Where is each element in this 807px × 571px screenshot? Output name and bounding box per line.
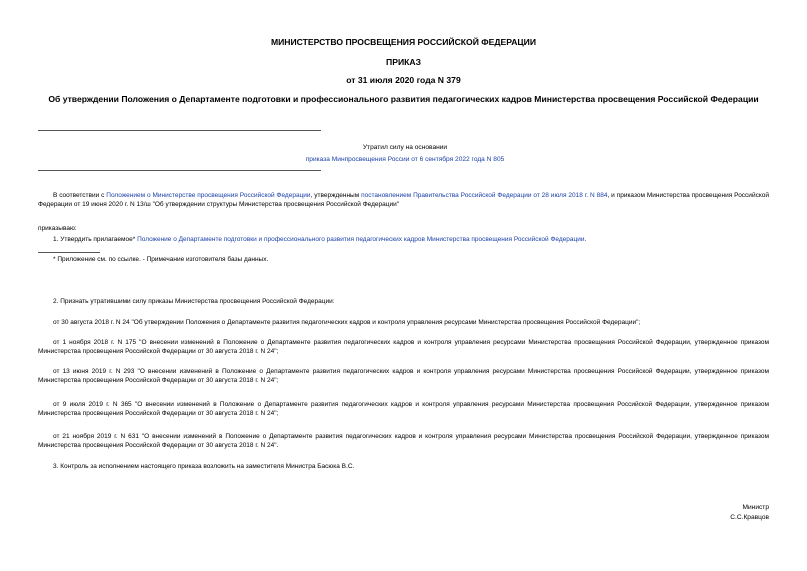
status-note <box>240 142 570 166</box>
preamble-text-2: , утвержденным <box>310 192 362 199</box>
order-word: приказываю: <box>38 225 77 232</box>
ministry-regulation-link[interactable]: Положением о Министерстве просвещения Российской Федерации <box>106 192 311 199</box>
footnote-divider <box>38 252 100 253</box>
document-title: Об утверждении Положения о Департаменте подготовки и профессионального развития педагогических кадров Министерства просвещения Российской Федерации <box>48 94 759 104</box>
government-decree-link[interactable]: постановлением Правительства Российской Федерации от 28 июля 2018 г. N 884 <box>361 192 608 199</box>
item-2: 2. Признать утратившими силу приказы Министерства просвещения Российской Федерации: <box>53 298 335 305</box>
divider-bottom <box>38 170 321 171</box>
repealed-order-2: от 1 ноября 2018 г. N 175 "О внесении изменений в Положение о Департаменте развития педагогических кадров и контроля управления ресурсами Министерства просвещения Российской Федерации, утвержденное приказом Министерства просвещения Российской Федерации от 30 августа 2018 г. N 24"; <box>38 339 769 356</box>
repealed-order-5: от 21 ноября 2019 г. N 631 "О внесении изменений в Положение о Департаменте развития педагогических кадров и контроля управления ресурсами Министерства просвещения Российской Федерации, утвержденное приказом Министерства просвещения Российской Федерации от 30 августа 2018 г. N 24". <box>38 433 769 450</box>
preamble-paragraph <box>38 191 769 210</box>
status-text: Утратил силу на основании <box>362 144 448 151</box>
repeal-order-link[interactable]: приказа Минпросвещения России от 6 сентября 2022 года N 805 <box>305 156 505 163</box>
signatory-name: С.С.Кравцов <box>730 514 769 521</box>
preamble-text-1: В соответствии с <box>53 192 107 199</box>
footnote: * Приложение см. по ссылке. - Примечание изготовителя базы данных. <box>53 256 269 263</box>
repealed-order-3: от 13 июня 2019 г. N 293 "О внесении изменений в Положение о Департаменте развития педагогических кадров и контроля управления ресурсами Министерства просвещения Российской Федерации, утвержденное приказом Министерства просвещения Российской Федерации от 30 августа 2018 г. N 24"; <box>38 368 769 385</box>
item-1-end: . <box>584 236 587 243</box>
document-type: ПРИКАЗ <box>386 57 421 67</box>
item-1 <box>38 235 769 244</box>
document-date-number: от 31 июля 2020 года N 379 <box>346 75 461 85</box>
repealed-order-1: от 30 августа 2018 г. N 24 "Об утверждении Положения о Департаменте развития педагогических кадров и контроля управления ресурсами Министерства просвещения Российской Федерации"; <box>53 319 641 326</box>
item-1-text: 1. Утвердить прилагаемое* <box>53 236 138 243</box>
item-3: 3. Контроль за исполнением настоящего приказа возложить на заместителя Министра Басюка В.С. <box>53 463 355 470</box>
signature-block <box>730 503 769 523</box>
ministry-name: МИНИСТЕРСТВО ПРОСВЕЩЕНИЯ РОССИЙСКОЙ ФЕДЕРАЦИИ <box>270 37 537 47</box>
preamble-text-3: , и приказом Министерства просвещения Российской Федерации от 19 июня 2020 г. N 13/ш "Об утверждении структуры Министерства просвещения Российской Федерации" <box>38 192 769 209</box>
repealed-order-4: от 9 июля 2019 г. N 365 "О внесении изменений в Положение о Департаменте развития педагогических кадров и контроля управления ресурсами Министерства просвещения Российской Федерации, утвержденное приказом Министерства просвещения Российской Федерации от 30 августа 2018 г. N 24"; <box>38 401 769 418</box>
department-regulation-link[interactable]: Положение о Департаменте подготовки и профессионального развития педагогических кадров Министерства просвещения Российской Федерации <box>137 236 585 243</box>
divider-top <box>38 130 321 131</box>
signatory-position: Министр <box>742 504 769 511</box>
